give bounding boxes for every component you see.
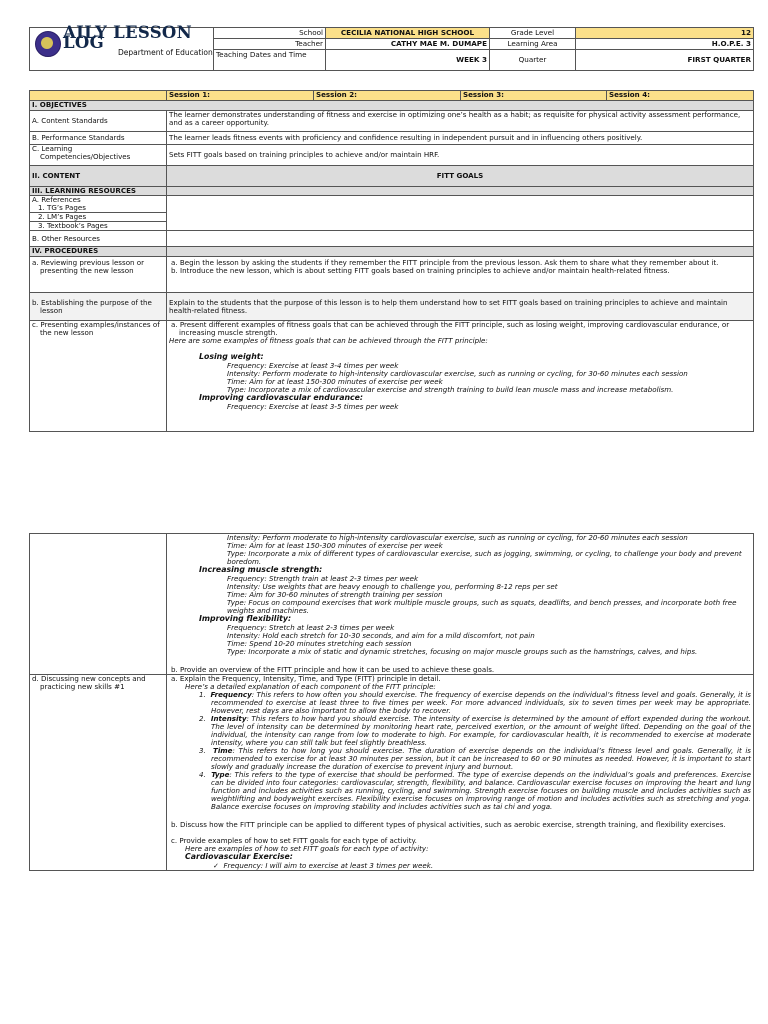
department-name: Department of Education (118, 48, 213, 57)
resources-heading: III. LEARNING RESOURCES (30, 187, 167, 196)
muscle-strength-frequency: Frequency: Strength train at least 2-3 times per week (227, 573, 419, 583)
discussing-step-b: b. Discuss how the FITT principle can be applied to different types of physical activities, such as aerobic exercise, strength training, and flexibility exercises. (171, 820, 726, 830)
cardiovascular-exercise-title: Cardiovascular Exercise: (185, 852, 293, 862)
dates-label: Teaching Dates and Time (214, 50, 326, 71)
goals-intro: Here are examples of how to set FITT goals for each type of activity: (185, 844, 429, 854)
losing-weight-title: Losing weight: (199, 352, 264, 362)
references-label: A. References (32, 195, 81, 205)
purpose-text: Explain to the students that the purpose of this lesson is to help them understand how to set FITT goals based on training principles to achieve and maintain health-related fitness. (167, 293, 754, 321)
flexibility-type: Type: Incorporate a mix of static and dynamic stretches, focusing on major muscle groups such as the hamstrings, calves, and hips. (227, 646, 698, 656)
content-heading: II. CONTENT (30, 166, 167, 187)
school-label: School (214, 28, 326, 39)
area-value: H.O.P.E. 3 (576, 39, 754, 50)
content-value: FITT GOALS (167, 166, 754, 187)
time-term: Time (213, 745, 233, 755)
presenting-step-b: b. Provide an overview of the FITT principle and how it can be used to achieve these goals. (171, 664, 495, 674)
presenting-examples-label: c. Presenting examples/instances of the new lesson (30, 321, 167, 432)
losing-weight-type: Type: Incorporate a mix of cardiovascular exercise and strength training to build lean muscle mass and increase metabolism. (227, 384, 674, 394)
content-standards-text: The learner demonstrates understanding of fitness and exercise in optimizing one’s health as a habit; as requisite for physical activity assessment performance, and as a career opportunity. (167, 111, 754, 132)
resources-heading-fill (167, 187, 754, 196)
losing-weight-time: Time: Aim for at least 150-300 minutes of exercise per week (227, 376, 443, 386)
presenting-step-a: a. Present different examples of fitness goals that can be achieved through the FITT principle, such as losing weight, improving cardiovascular endurance, or increasing muscle strength. (171, 320, 730, 338)
time-text: : This refers to how long you should exercise. The duration of exercise depends on the individual’s fitness level and goals. Generally, it is recommended to exercise for at least 30 minutes per session, but it can be increased to 60 or 90 minutes as needed. However, it is important to start slowly and gradually increase the duration of exercise to prevent injury and burnout. (211, 745, 752, 771)
losing-weight-intensity: Intensity: Perform moderate to high-intensity cardiovascular exercise, such as running or cycling, for 30-60 minutes each session (227, 368, 688, 378)
discussing-step-a: a. Explain the Frequency, Intensity, Time, and Type (FITT) principle in detail. (171, 673, 441, 683)
fitt-frequency (169, 691, 751, 715)
presenting-examples-content (167, 321, 754, 432)
reviewing-lesson-label: a. Reviewing previous lesson or presenting the new lesson (30, 257, 167, 293)
other-resources-value (167, 231, 754, 247)
procedures-heading-fill (167, 247, 754, 257)
corner-cell (30, 91, 167, 101)
content-standards-label: A. Content Standards (30, 111, 167, 132)
quarter-label: Quarter (490, 50, 576, 71)
cardio-endurance-title: Improving cardiovascular endurance: (199, 392, 364, 402)
teacher-value: CATHY MAE M. DUMAPE (326, 39, 490, 50)
cardio-endurance-type: Type: Incorporate a mix of different types of cardiovascular exercise, such as jogging, swimming, or cycling, to challenge your body and prevent boredom. (227, 549, 742, 567)
references-values (167, 196, 754, 231)
other-resources-label: B. Other Resources (30, 231, 167, 247)
deped-seal-icon (35, 31, 61, 57)
grade-value: 12 (576, 28, 754, 39)
type-number: 4. (199, 770, 206, 779)
flexibility-frequency: Frequency: Stretch at least 2-3 times per week (227, 622, 395, 632)
school-value: CECILIA NATIONAL HIGH SCHOOL (326, 28, 490, 39)
fitt-intensity (169, 715, 751, 747)
competencies-text: Sets FITT goals based on training principles to achieve and/or maintain HRF. (167, 145, 754, 166)
discussing-concepts-content (167, 674, 754, 870)
performance-standards-text: The learner leads fitness events with proficiency and confidence resulting in independent pursuit and in influencing others positively. (167, 132, 754, 145)
document-title: AILY LESSON LOG (63, 23, 192, 52)
presenting-examples-continued (167, 534, 754, 675)
purpose-label: b. Establishing the purpose of the lesson (30, 293, 167, 321)
type-term: Type (211, 770, 230, 779)
muscle-strength-intensity: Intensity: Use weights that are heavy enough to challenge you, performing 8-12 reps per set (227, 581, 558, 591)
intensity-term: Intensity (210, 713, 247, 723)
lesson-table-page-2 (29, 533, 754, 871)
tg-pages-label: 1. TG’s Pages (38, 203, 86, 213)
cardio-endurance-intensity: Intensity: Perform moderate to high-intensity cardiovascular exercise, such as running or cycling, for 20-60 minutes each session (227, 533, 688, 542)
frequency-number: 1. (199, 689, 206, 699)
fitt-type (169, 771, 751, 811)
frequency-term: Frequency (210, 689, 252, 699)
procedures-heading: IV. PROCEDURES (30, 247, 167, 257)
page-2 (0, 527, 768, 1024)
cardiovascular-frequency-goal (169, 862, 751, 870)
fitt-time (169, 747, 751, 771)
teacher-label: Teacher (214, 39, 326, 50)
examples-intro: Here are some examples of fitness goals that can be achieved through the FITT principle: (169, 336, 488, 346)
textbook-pages-label: 3. Textbook’s Pages (30, 221, 166, 230)
area-label: Learning Area (490, 39, 576, 50)
competencies-label: C. Learning Competencies/Objectives (30, 145, 167, 166)
performance-standards-label: B. Performance Standards (30, 132, 167, 145)
header-table (29, 23, 754, 71)
session-3-header: Session 3: (461, 91, 607, 101)
lesson-table-page-1 (29, 90, 754, 432)
lm-pages-label: 2. LM’s Pages (30, 212, 166, 221)
type-text: : This refers to the type of exercise that should be performed. The type of exercise depends on the individual’s goals and preferences. Exercise can be divided into four categories: cardiovascular, strength, flexibility, and balance. Cardiovascular exercise focuses on improving the heart and lung function and includes activities such as running, cycling, and swimming. Strength exercise focuses on building muscle and includes activities such as weightlifting and bodyweight exercises. Flexibility exercise focuses on improving range of motion and includes activities such as stretching and yoga. Balance exercise focuses on improving stability and includes activities such as tai chi and yoga. (211, 770, 751, 812)
quarter-value: FIRST QUARTER (576, 50, 754, 71)
frequency-text: : This refers to how often you should exercise. The frequency of exercise depends on the individual’s fitness level and goals. Generally, it is recommended to exercise at least three to five times per week. For more advanced individuals, six to seven times per week may be appropriate. However, rest days are also important to allow the body to recover. (211, 689, 751, 715)
checkmark-icon: ✓ (213, 860, 219, 870)
cardiovascular-frequency-text: Frequency: I will aim to exercise at least 3 times per week. (223, 860, 434, 870)
muscle-strength-title: Increasing muscle strength: (199, 565, 323, 575)
cardio-endurance-frequency: Frequency: Exercise at least 3-5 times per week (227, 401, 399, 411)
discussing-concepts-label: d. Discussing new concepts and practicing new skills #1 (30, 674, 167, 870)
intensity-number: 2. (199, 713, 206, 723)
reviewing-step-a: a. Begin the lesson by asking the students if they remember the FITT principle from the previous lesson. Ask them to share what they remember about it. (171, 258, 719, 268)
continued-label-cell (30, 534, 167, 675)
objectives-heading: I. OBJECTIVES (30, 101, 754, 111)
losing-weight-frequency: Frequency: Exercise at least 3-4 times per week (227, 360, 399, 370)
references-cell (30, 196, 167, 231)
muscle-strength-time: Time: Aim for 30-60 minutes of strength training per session (227, 589, 443, 599)
fitt-intro: Here’s a detailed explanation of each component of the FITT principle: (185, 681, 436, 691)
flexibility-intensity: Intensity: Hold each stretch for 10-30 seconds, and aim for a mild discomfort, not pain (227, 630, 535, 640)
discussing-step-c: c. Provide examples of how to set FITT goals for each type of activity. (171, 836, 417, 846)
session-4-header: Session 4: (607, 91, 754, 101)
cardio-endurance-time: Time: Aim for at least 150-300 minutes of exercise per week (227, 541, 443, 551)
logo-cell (30, 23, 214, 71)
reviewing-lesson-content (167, 257, 754, 293)
time-number: 3. (199, 745, 206, 755)
intensity-text: : This refers to how hard you should exercise. The intensity of exercise is determined by the amount of effort expended during the workout. The level of intensity can be determined by monitoring heart rate, perceived exertion, or the amount of weight lifted. Depending on the goal of the individual, the intensity can range from low to moderate to high. For example, for cardiovascular health, it is recommended to exercise at moderate intensity, where you can still talk but feel slightly breathless. (211, 713, 751, 747)
page-1 (0, 0, 768, 490)
session-1-header: Session 1: (167, 91, 314, 101)
grade-label: Grade Level (490, 28, 576, 39)
muscle-strength-type: Type: Focus on compound exercises that work multiple muscle groups, such as squats, deadlifts, and bench presses, and incorporate both free weights and machines. (227, 597, 737, 615)
week-value: WEEK 3 (326, 50, 490, 71)
flexibility-time: Time: Spend 10-20 minutes stretching each session (227, 638, 412, 648)
session-2-header: Session 2: (314, 91, 461, 101)
reviewing-step-b: b. Introduce the new lesson, which is about setting FITT goals based on training principles to achieve and/or maintain health-related fitness. (171, 266, 670, 276)
flexibility-title: Improving flexibility: (199, 613, 292, 623)
